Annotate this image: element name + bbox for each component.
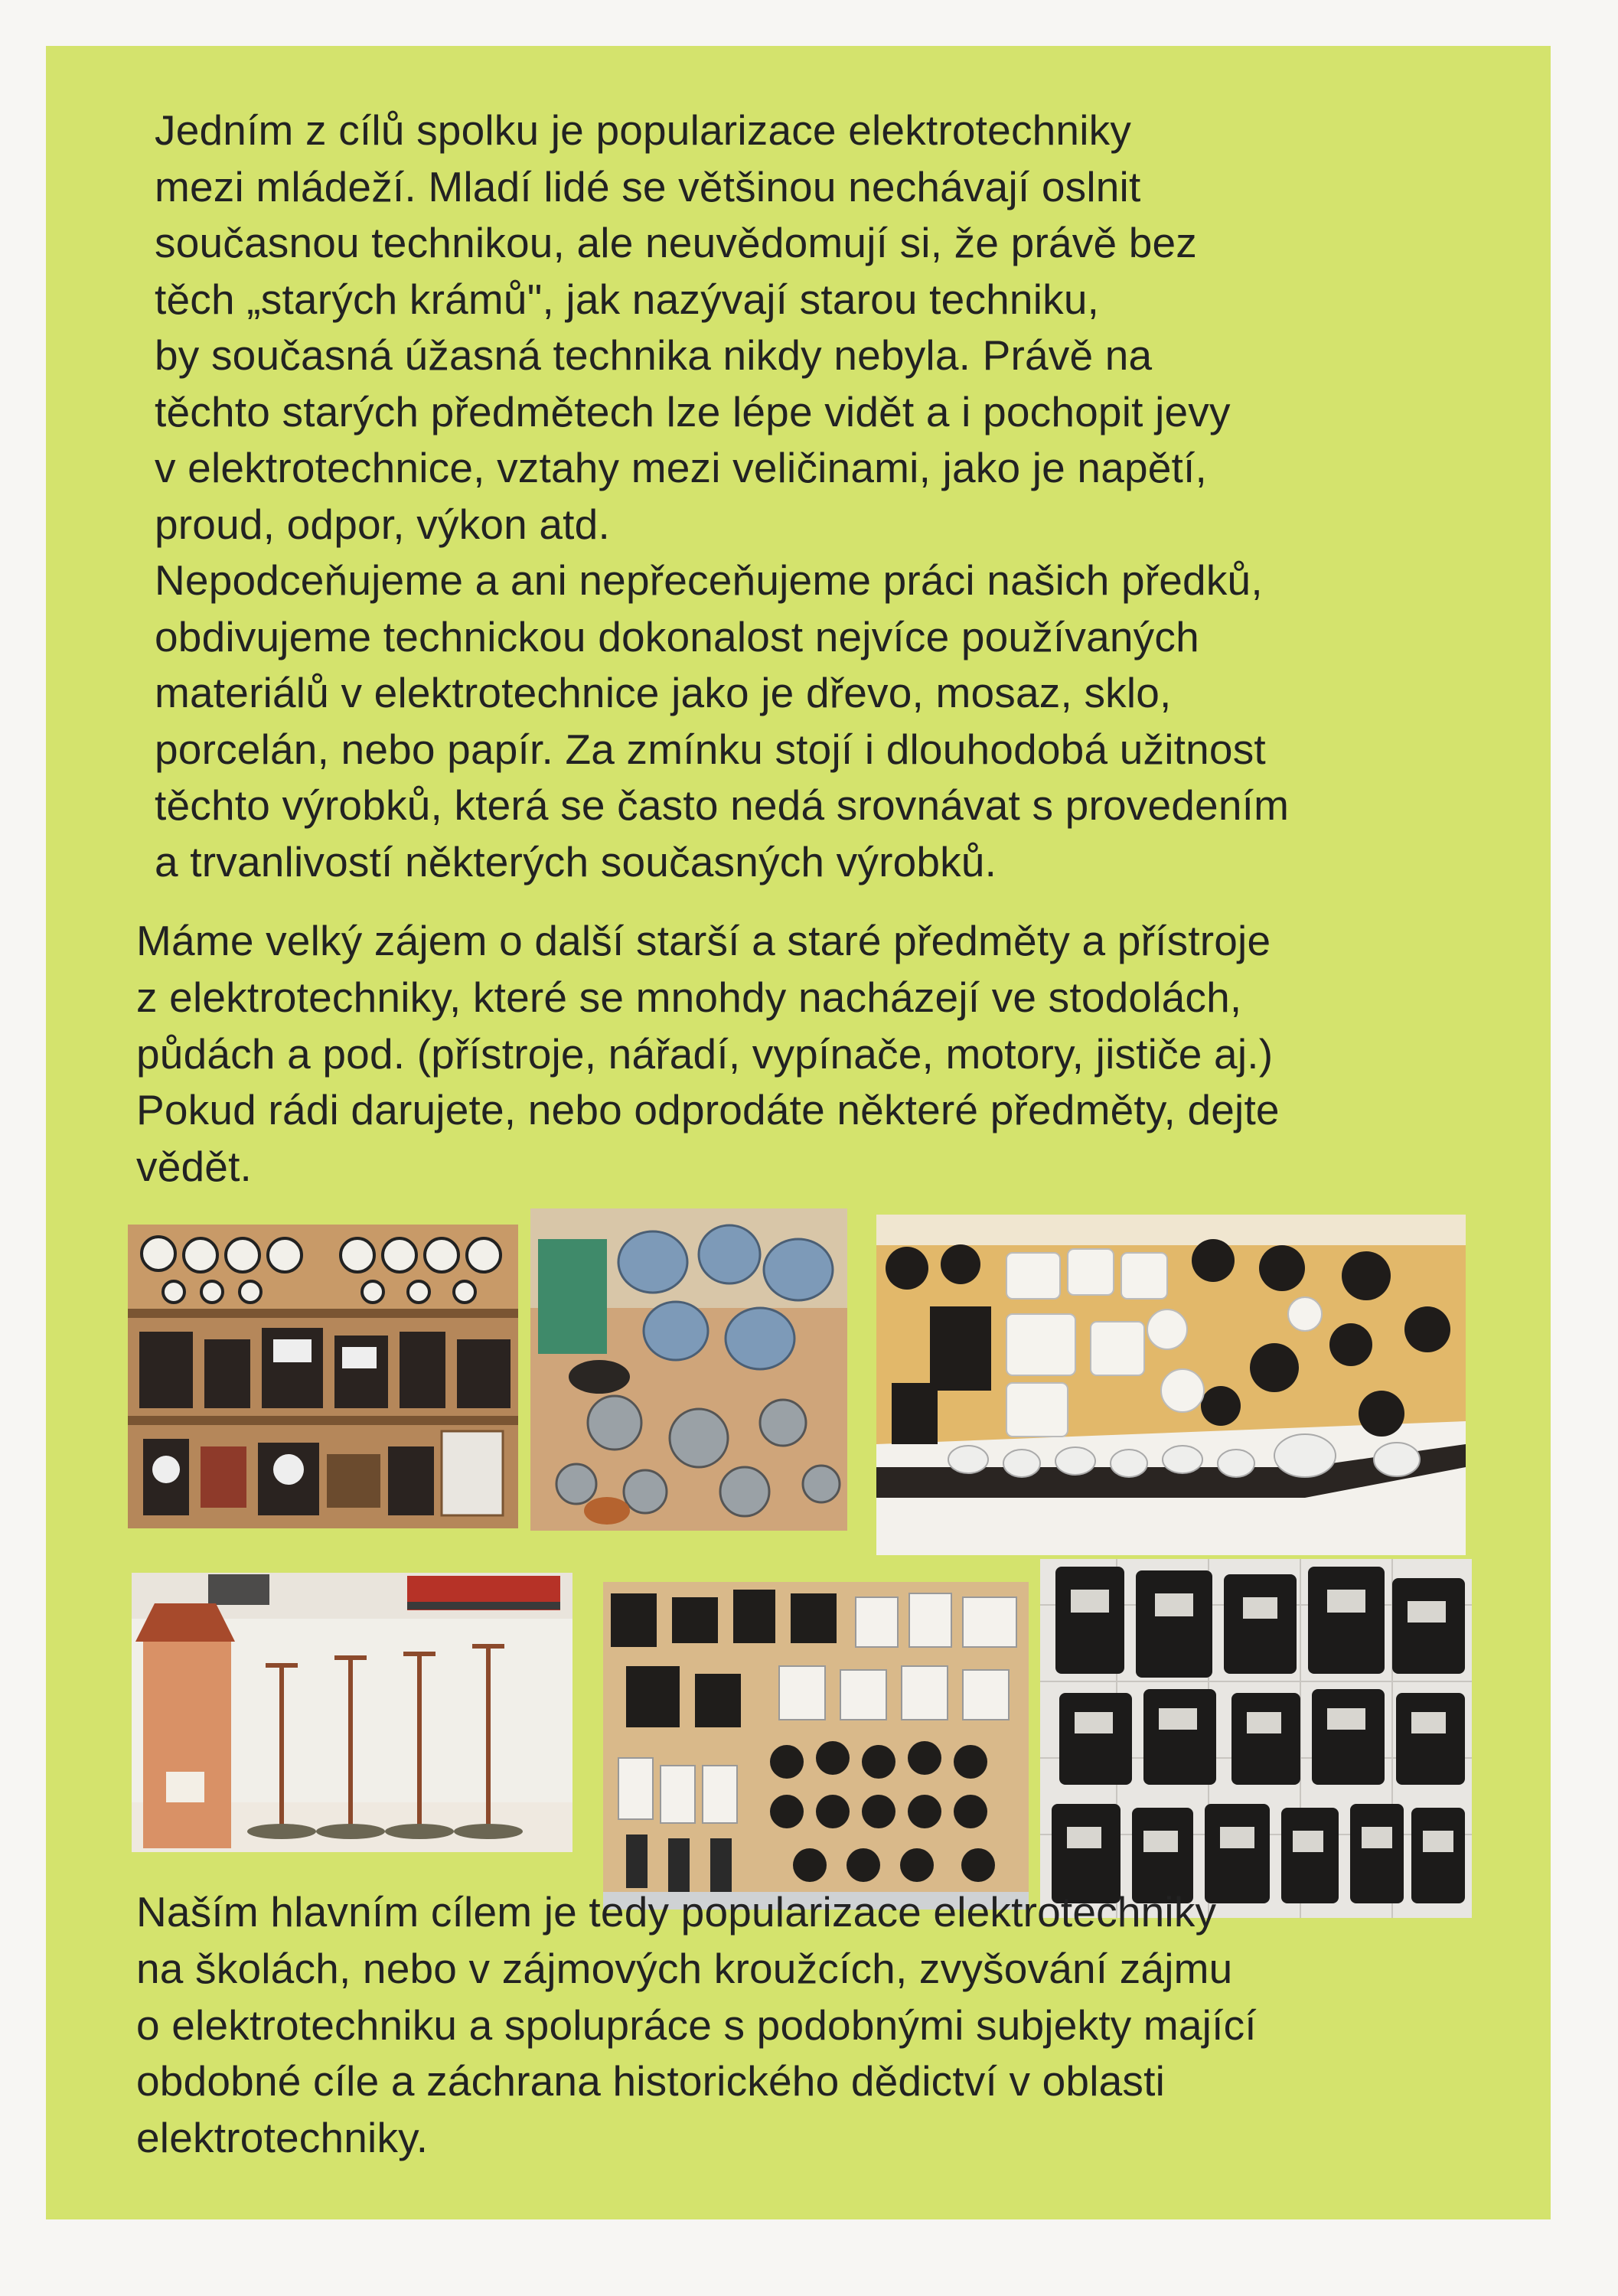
photo-electric-motors <box>530 1208 847 1531</box>
content-panel <box>46 46 1551 2219</box>
paragraph-main-goal: Naším hlavním cílem je tedy popularizace elektrotechniky na školách, nebo v zájmových kroužcích, zvyšování zájmu o elektrotechniku a spolupráce s podobnými subjekty mající obdobné cíle a záchrana historického dědictví v oblasti elektrotechniky. <box>136 1888 1257 2162</box>
paragraph-intro: Jedním z cílů spolku je popularizace elektrotechniky mezi mládeží. Mladí lidé se většinou nechávají oslnit současnou technikou, ale neuvědomují si, že právě bez těch „starých krámů", jak nazývají starou techniku, by současná úžasná technika nikdy nebyla. Právě na těchto starých předmětech lze lépe vidět a i pochopit jevy v elektrotechnice, vztahy mezi veličinami, jako je napětí, proud, odpor, výkon atd. Nepodceňujeme a ani nepřeceňujeme práci našich předků, obdivujeme technickou dokonalost nejvíce používaných materiálů v elektrotechnice jako je dřevo, mosaz, sklo, porcelán, nebo papír. Za zmínku stojí i dlouhodobá užitnost těchto výrobků, která se často nedá srovnávat s provedením a trvanlivostí některých současných výrobků. <box>155 106 1290 885</box>
photo-sockets-insulators <box>876 1215 1466 1555</box>
photo-measuring-instruments <box>128 1225 518 1528</box>
photo-electricity-meters <box>1040 1559 1472 1918</box>
photo-switch-panel <box>603 1582 1029 1910</box>
paragraph-donations: Máme velký zájem o další starší a staré předměty a přístroje z elektrotechniky, které se mnohdy nacházejí ve stodolách, půdách a pod. (přístroje, nářadí, vypínače, motory, jističe aj.) Pokud rádi darujete, nebo odprodáte některé předměty, dejte vědět. <box>136 917 1280 1191</box>
photo-model-poles <box>132 1573 572 1852</box>
